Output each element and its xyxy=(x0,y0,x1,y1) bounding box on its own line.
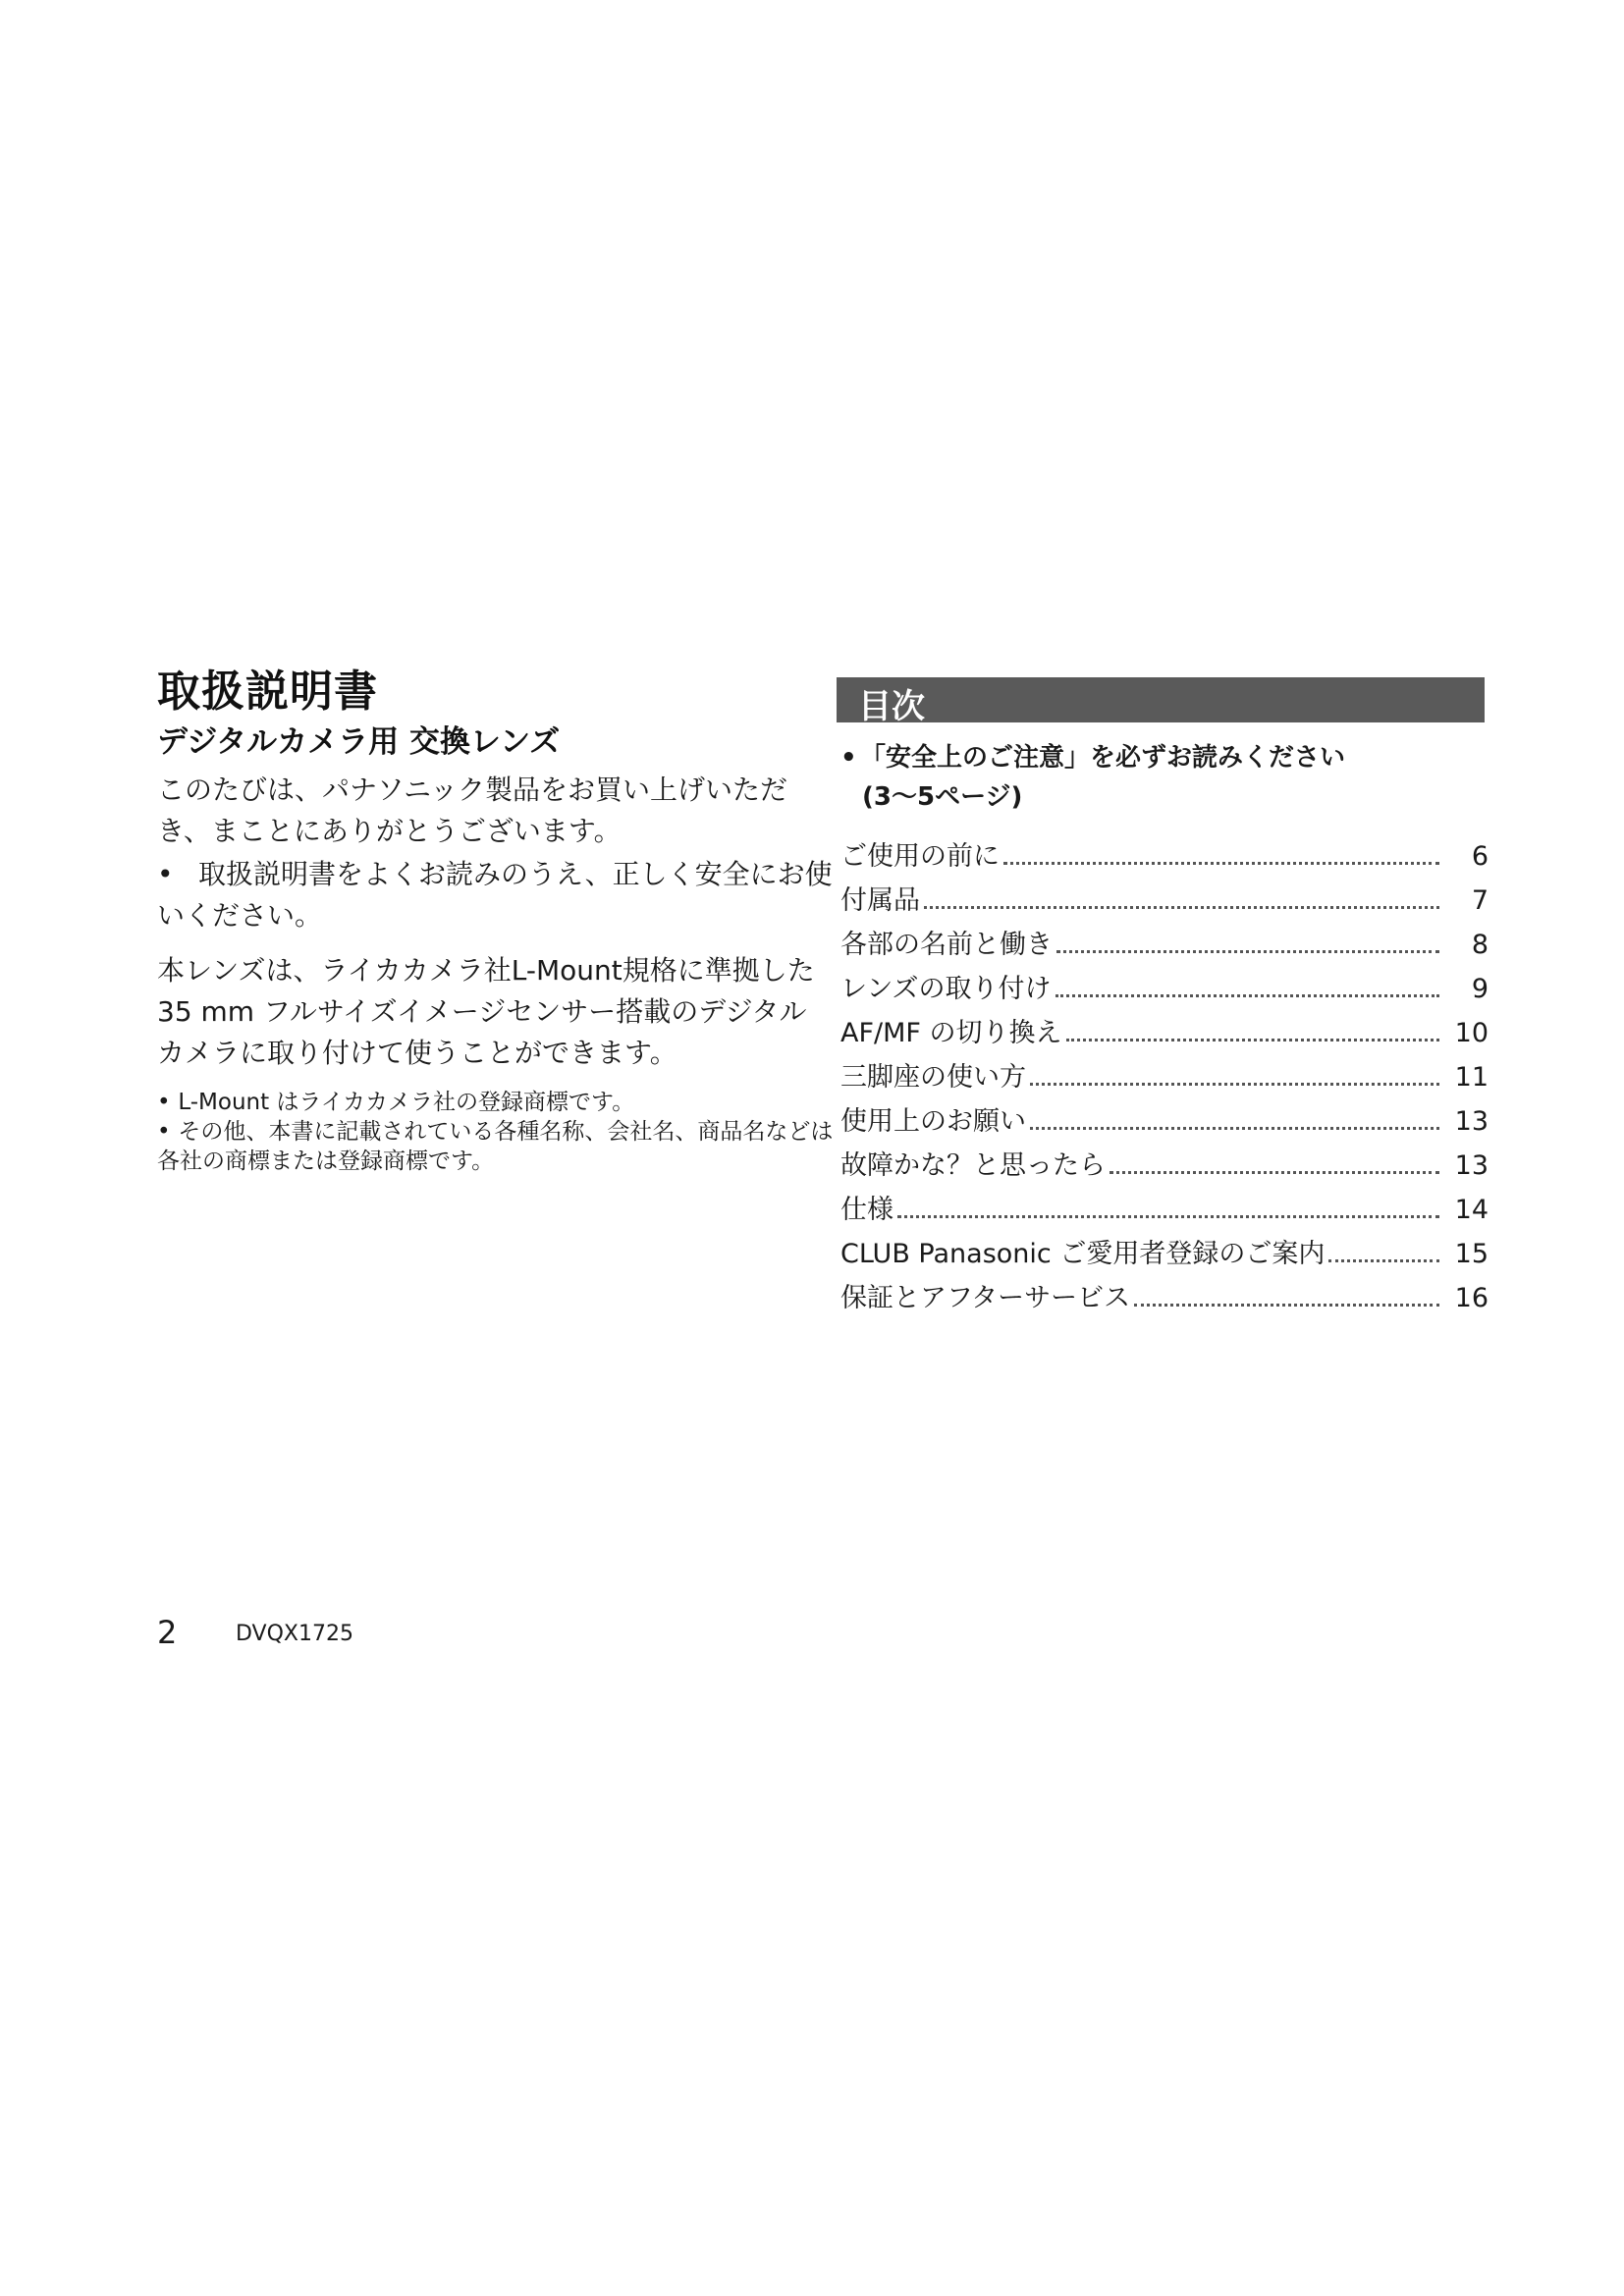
intro-greeting: このたびは、パナソニック製品をお買い上げいただき、まことにありがとうございます。 xyxy=(157,774,788,847)
toc-leader-dots xyxy=(1003,862,1439,865)
toc-item-page: 10 xyxy=(1454,1018,1489,1048)
toc-heading: 目次 xyxy=(858,687,925,726)
toc-list xyxy=(840,834,1489,1320)
toc-leader-dots xyxy=(1328,1259,1439,1262)
toc-leader-dots xyxy=(1066,1039,1439,1041)
toc-item-page: 13 xyxy=(1454,1150,1489,1181)
safety-notice-line1: 「安全上のご注意」を必ずお読みください xyxy=(860,743,1346,773)
bullet-mark: • xyxy=(157,1090,171,1115)
toc-item-page: 7 xyxy=(1471,885,1489,916)
toc-item-label: 故障かな？と思ったら xyxy=(840,1150,1106,1181)
trademark-note-text: その他、本書に記載されている各種名称、会社名、商品名などは各社の商標または登録商標です。 xyxy=(157,1119,834,1174)
toc-leader-dots xyxy=(1134,1304,1439,1307)
toc-item-label: 付属品 xyxy=(840,885,920,916)
read-manual-text: 取扱説明書をよくお読みのうえ、正しく安全にお使いください。 xyxy=(157,858,833,932)
toc-item-page: 16 xyxy=(1454,1283,1489,1313)
toc-item-page: 14 xyxy=(1454,1195,1489,1225)
trademark-note xyxy=(157,1117,844,1176)
toc-item-page: 13 xyxy=(1454,1106,1489,1137)
bullet-mark: • xyxy=(157,1119,171,1145)
toc-item-af-mf[interactable] xyxy=(840,1011,1489,1055)
toc-item-specifications[interactable] xyxy=(840,1188,1489,1232)
trademark-note xyxy=(157,1088,844,1117)
toc-leader-dots xyxy=(1056,994,1439,997)
toc-leader-dots xyxy=(1110,1171,1439,1174)
bullet-mark: • xyxy=(157,858,174,890)
product-subtitle: デジタルカメラ用 交換レンズ xyxy=(157,724,561,760)
page-number: 2 xyxy=(157,1614,178,1651)
safety-notice xyxy=(840,738,1489,817)
trademark-note-text: L-Mount はライカカメラ社の登録商標です。 xyxy=(178,1090,635,1115)
toc-item-label: レンズの取り付け xyxy=(840,974,1052,1004)
toc-item-label: AF/MF の切り換え xyxy=(840,1018,1062,1048)
toc-item-tripod-mount[interactable] xyxy=(840,1055,1489,1099)
toc-leader-dots xyxy=(897,1215,1439,1218)
read-manual-note xyxy=(157,854,835,936)
toc-item-page: 6 xyxy=(1471,841,1489,872)
document-code: DVQX1725 xyxy=(236,1622,353,1646)
toc-item-label: CLUB Panasonic ご愛用者登録のご案内 xyxy=(840,1239,1326,1269)
toc-item-troubleshooting[interactable] xyxy=(840,1144,1489,1188)
toc-item-page: 15 xyxy=(1454,1239,1489,1269)
toc-item-page: 8 xyxy=(1471,930,1489,960)
toc-heading-bar xyxy=(837,677,1485,726)
toc-item-page: 11 xyxy=(1454,1062,1489,1093)
safety-notice-line2: (3〜5ページ) xyxy=(862,782,1023,812)
toc-item-label: 仕様 xyxy=(840,1195,893,1225)
bullet-mark: • xyxy=(840,743,857,773)
lens-description: 本レンズは、ライカカメラ社L-Mount規格に準拠した35 mm フルサイズイメージセンサー搭載のデジタルカメラに取り付けて使うことができます。 xyxy=(157,954,815,1069)
toc-item-label: 三脚座の使い方 xyxy=(840,1062,1026,1093)
toc-leader-dots xyxy=(1030,1127,1439,1130)
toc-item-page: 9 xyxy=(1471,974,1489,1004)
toc-item-parts[interactable] xyxy=(840,923,1489,967)
toc-item-accessories[interactable] xyxy=(840,879,1489,923)
toc-item-attaching-lens[interactable] xyxy=(840,967,1489,1011)
toc-item-label: 保証とアフターサービス xyxy=(840,1283,1131,1313)
toc-item-label: 使用上のお願い xyxy=(840,1106,1026,1137)
toc-leader-dots xyxy=(924,906,1439,909)
trademark-notes xyxy=(157,1088,844,1176)
toc-item-club-panasonic[interactable] xyxy=(840,1232,1489,1276)
toc-item-before-use[interactable] xyxy=(840,834,1489,879)
toc-leader-dots xyxy=(1056,950,1439,953)
toc-item-warranty[interactable] xyxy=(840,1276,1489,1320)
toc-item-usage-requests[interactable] xyxy=(840,1099,1489,1144)
toc-item-label: ご使用の前に xyxy=(840,841,1000,872)
manual-title: 取扱説明書 xyxy=(157,667,378,717)
toc-item-label: 各部の名前と働き xyxy=(840,930,1053,960)
toc-leader-dots xyxy=(1030,1083,1439,1086)
